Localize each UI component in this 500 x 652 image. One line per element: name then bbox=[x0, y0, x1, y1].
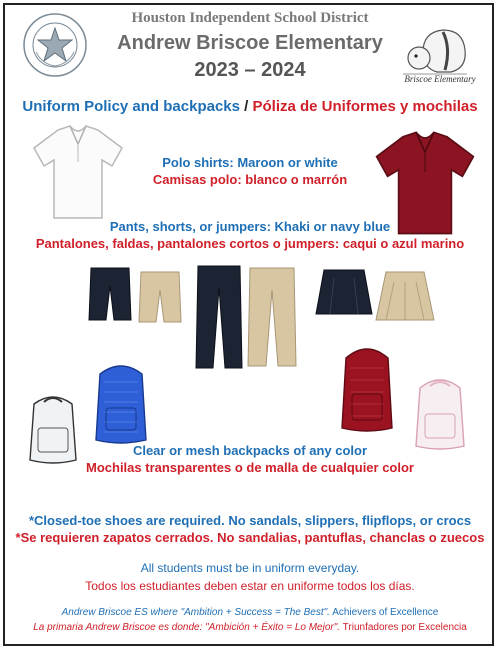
khaki-shorts-image bbox=[138, 270, 182, 326]
red-mesh-backpack-image bbox=[336, 344, 398, 434]
motto-spanish bbox=[0, 622, 500, 633]
blue-mesh-backpack-image bbox=[90, 362, 152, 446]
pants-caption-spanish: Pantalones, faldas, pantalones cortos o jumpers: caqui o azul marino bbox=[35, 236, 465, 251]
shoes-rule-spanish: *Se requieren zapatos cerrados. No sandalias, pantuflas, chanclas o zuecos bbox=[15, 530, 485, 545]
page-title bbox=[0, 98, 500, 115]
pants-caption-english: Pants, shorts, or jumpers: Khaki or navy blue bbox=[109, 219, 391, 234]
shirts-caption-english: Polo shirts: Maroon or white bbox=[162, 155, 338, 170]
shirts-caption-spanish: Camisas polo: blanco o marrón bbox=[152, 172, 348, 187]
everyday-rule-english: All students must be in uniform everyday. bbox=[140, 561, 360, 575]
motto-spanish-quote: La primaria Andrew Briscoe es donde: "Ambición + Éxito = Lo Mejor". bbox=[33, 622, 341, 633]
navy-shorts-image bbox=[88, 266, 132, 324]
district-name: Houston Independent School District bbox=[131, 10, 369, 26]
backpacks-caption-english: Clear or mesh backpacks of any color bbox=[132, 443, 368, 458]
navy-pants-image bbox=[194, 264, 244, 372]
khaki-pants-image bbox=[246, 266, 298, 370]
motto-english-quote: Andrew Briscoe ES where "Ambition + Success = The Best". bbox=[61, 607, 330, 618]
motto-spanish-tagline: Triunfadores por Excelencia bbox=[340, 622, 467, 633]
title-spanish: Póliza de Uniformes y mochilas bbox=[252, 98, 478, 115]
khaki-skirt-image bbox=[374, 270, 436, 324]
mascot-logo-caption: Briscoe Elementary bbox=[404, 74, 476, 84]
title-english: Uniform Policy and backpacks bbox=[22, 98, 240, 115]
school-name: Andrew Briscoe Elementary bbox=[117, 32, 383, 54]
everyday-rule-spanish: Todos los estudiantes deben estar en uniforme todos los días. bbox=[85, 579, 415, 593]
navy-skort-image bbox=[314, 268, 374, 318]
shoes-rule-english: *Closed-toe shoes are required. No sandals, slippers, flipflops, or crocs bbox=[28, 513, 472, 528]
title-separator: / bbox=[239, 98, 253, 115]
motto-english-tagline: Achievers of Excellence bbox=[329, 607, 439, 618]
school-year: 2023 – 2024 bbox=[194, 59, 306, 81]
backpacks-caption-spanish: Mochilas transparentes o de malla de cualquier color bbox=[86, 460, 414, 475]
pink-clear-backpack-image bbox=[410, 376, 470, 452]
motto-english bbox=[0, 607, 500, 618]
